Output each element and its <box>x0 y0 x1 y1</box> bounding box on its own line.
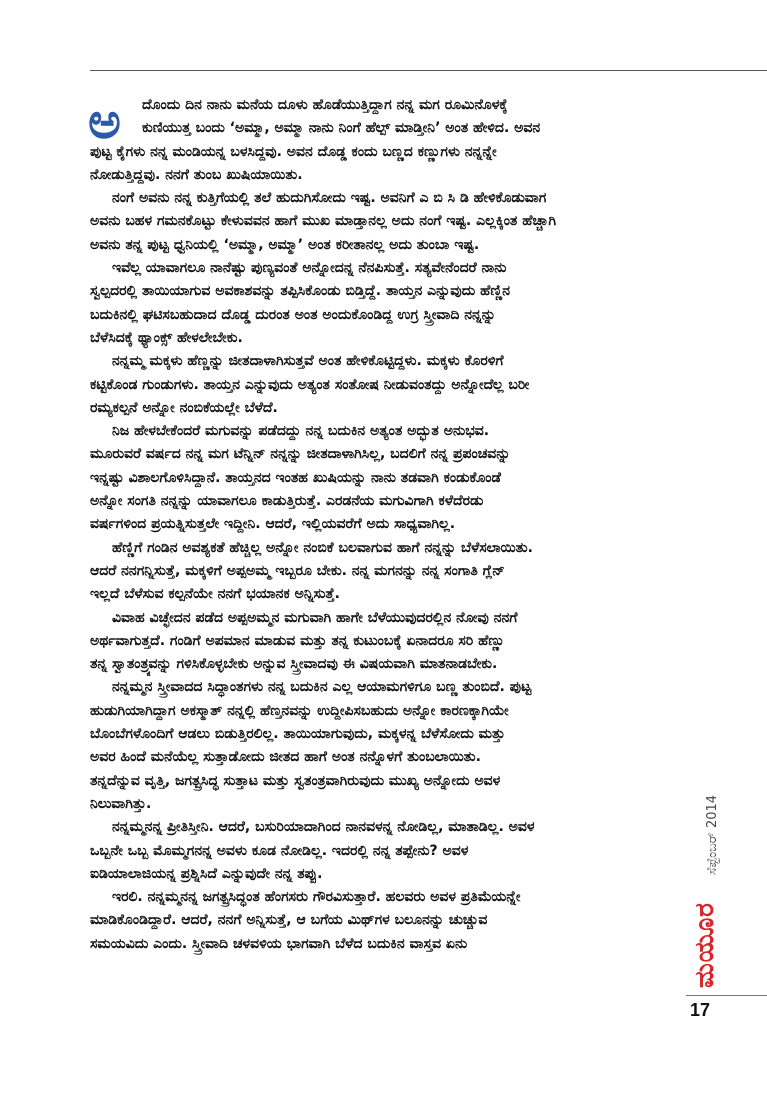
text-line: ದೊಂದು ದಿನ ನಾನು ಮನೆಯ ದೂಳು ಹೊಡೆಯುತ್ತಿದ್ದಾಗ ನನ್ನ ಮಗ ರೂಮಿನೊಳಕ್ಕೆ <box>142 97 508 113</box>
drop-cap: ಅ <box>88 92 121 150</box>
footer-rule <box>686 995 767 996</box>
text-line: ಇರಲಿ. ನನ್ನಮ್ಮನನ್ನ ಜಗತ್ಪ್ರಸಿದ್ಧಂತ ಹೆಂಗಸರು ಗೌರವಿಸುತ್ತಾರೆ. ಹಲವರು ಅವಳ ಪ್ರತಿಮೆಯನ್ನೇ <box>112 889 521 906</box>
text-line: ಮಾಡಿಕೊಂಡಿದ್ದಾರೆ. ಆದರೆ, ನನಗೆ ಅನ್ನಿಸುತ್ತೆ, ಆ ಬಗೆಯ ಮಿಥ್‌ಗಳ ಬಲೂನನ್ನು ಚುಚ್ಚುವ <box>90 912 488 929</box>
text-line: ತನ್ನದೆನ್ನುವ ವೃತ್ತಿ, ಜಗತ್ಪ್ರಸಿದ್ಧ ಸುತ್ತಾಟ ಮತ್ತು ಸ್ವತಂತ್ರವಾಗಿರುವುದು ಮುಖ್ಯ ಅನ್ನೋದು ಅವಳ <box>90 772 501 789</box>
article-body <box>90 94 672 956</box>
text-line: ಅರ್ಥವಾಗುತ್ತದೆ. ಗಂಡಿಗೆ ಅಪಮಾನ ಮಾಡುವ ಮತ್ತು ತನ್ನ ಕುಟುಂಬಕ್ಕೆ ಏನಾದರೂ ಸರಿ ಹೆಣ್ಣು <box>90 632 505 649</box>
text-line: ವಿವಾಹ ವಿಚ್ಛೇದನ ಪಡೆದ ಅಪ್ಪಅಮ್ಮನ ಮಗುವಾಗಿ ಹಾಗೇ ಬೆಳೆಯುವುದರಲ್ಲಿನ ನೋವು ನನಗೆ <box>112 609 518 626</box>
text-line: ಒಬ್ಬನೇ ಒಬ್ಬ ಮೊಮ್ಮಗನನ್ನ ಅವಳು ಕೂಡ ನೋಡಿಲ್ಲ. ಇದರಲ್ಲಿ ನನ್ನ ತಪ್ಪೇನು? ಅವಳ <box>90 842 469 859</box>
text-line: ಆದರೆ ನನಗನ್ನಿಸುತ್ತೆ, ಮಕ್ಕಳಿಗೆ ಅಪ್ಪಅಮ್ಮ ಇಬ್ಬರೂ ಬೇಕು. ನನ್ನ ಮಗನನ್ನು ನನ್ನ ಸಂಗಾತಿ ಗ್ಲೆನ್ <box>90 562 505 579</box>
text-line: ರಮ್ಯಕಲ್ಪನೆ ಅನ್ನೋ ನಂಬಿಕೆಯಲ್ಲೇ ಬೆಳೆದೆ. <box>90 399 278 416</box>
text-line: ಪುಟ್ಟ ಕೈಗಳು ನನ್ನ ಮಂಡಿಯನ್ನ ಬಳಸಿದ್ದವು. ಅವನ ದೊಡ್ಡ ಕಂದು ಬಣ್ಣದ ಕಣ್ಣುಗಳು ನನ್ನನ್ನೇ <box>90 143 497 160</box>
text-line: ವರ್ಷಗಳಿಂದ ಪ್ರಯತ್ನಿಸುತ್ತಲೇ ಇದ್ದೀನಿ. ಆದರೆ, ಇಲ್ಲಿಯವರೆಗೆ ಅದು ಸಾಧ್ಯವಾಗಿಲ್ಲ. <box>90 516 456 533</box>
text-line: ಕಟ್ಟಿಕೊಂಡ ಗುಂಡುಗಳು. ತಾಯ್ತನ ಎನ್ನುವುದು ಅತ್ಯಂತ ಸಂತೋಷ ನೀಡುವಂತದ್ದು ಅನ್ನೋದೆಲ್ಲ ಬರೀ <box>90 376 530 393</box>
text-line: ಐಡಿಯಾಲಾಜಿಯನ್ನ ಪ್ರಶ್ನಿಸಿದೆ ಎನ್ನುವುದೇ ನನ್ನ ತಪ್ಪು. <box>90 865 323 882</box>
text-line: ನಂಗೆ ಅವನು ನನ್ನ ಕುತ್ತಿಗೆಯಲ್ಲಿ ತಲೆ ಹುದುಗಿಸೋದು ಇಷ್ಟ. ಅವನಿಗೆ ಎ ಬಿ ಸಿ ಡಿ ಹೇಳಿಕೊಡುವಾಗ <box>112 190 547 207</box>
text-line: ನನ್ನಮ್ಮನನ್ನ ಪ್ರೀತಿಸ್ತೀನಿ. ಆದರೆ, ಬಸುರಿಯಾದಾಗಿಂದ ನಾನವಳನ್ನ ನೋಡಿಲ್ಲ, ಮಾತಾಡಿಲ್ಲ. ಅವಳ <box>112 819 535 836</box>
text-line: ಅವನು ಬಹಳ ಗಮನಕೊಟ್ಟು ಕೇಳುವವನ ಹಾಗೆ ಮುಖ ಮಾಡ್ತಾನಲ್ಲ ಅದು ನಂಗೆ ಇಷ್ಟ. ಎಲ್ಲಕ್ಕಿಂತ ಹೆಚ್ಚಾಗಿ <box>90 213 557 230</box>
text-line: ಅನ್ನೋ ಸಂಗತಿ ನನ್ನನ್ನು ಯಾವಾಗಲೂ ಕಾಡುತ್ತಿರುತ್ತೆ. ಎರಡನೆಯ ಮಗುವಿಗಾಗಿ ಕಳೆದೆರಡು <box>90 493 484 510</box>
text-line: ಅವರ ಹಿಂದೆ ಮನೆಯೆಲ್ಲ ಸುತ್ತಾಡೋದು ಜೀತದ ಹಾಗೆ ಅಂತ ನನ್ನೊಳಗೆ ತುಂಬಲಾಯಿತು. <box>90 749 481 766</box>
text-line: ನನ್ನಮ್ಮ ಮಕ್ಕಳು ಹೆಣ್ಣನ್ನು ಜೀತದಾಳಾಗಿಸುತ್ತವೆ ಅಂತ ಹೇಳಿಕೊಟ್ಟಿದ್ದಳು. ಮಕ್ಕಳು ಕೊರಳಿಗೆ <box>112 353 504 370</box>
text-line: ಹೆಣ್ಣಿಗೆ ಗಂಡಿನ ಅವಶ್ಯಕತೆ ಹೆಚ್ಚಿಲ್ಲ ಅನ್ನೋ ನಂಬಿಕೆ ಬಲವಾಗುವ ಹಾಗೆ ನನ್ನನ್ನು ಬೆಳೆಸಲಾಯಿತು. <box>112 539 533 556</box>
text-line: ಇವೆಲ್ಲ ಯಾವಾಗಲೂ ನಾನೆಷ್ಟು ಪುಣ್ಯವಂತೆ ಅನ್ನೋದನ್ನ ನೆನಪಿಸುತ್ತೆ. ಸತ್ಯವೇನೆಂದರೆ ನಾನು <box>112 260 507 277</box>
text-line: ಬೆಳೆಸಿದಕ್ಕೆ ಥ್ಯಾಂಕ್ಸ್ ಹೇಳಲೇಬೇಕು. <box>90 329 243 346</box>
text-line: ತನ್ನ ಸ್ವಾತಂತ್ರ್ಯವನ್ನು ಗಳಿಸಿಕೊಳ್ಳಬೇಕು ಅನ್ನುವ ಸ್ತ್ರೀವಾದವು ಈ ವಿಷಯವಾಗಿ ಮಾತನಾಡಬೇಕು. <box>90 656 498 673</box>
text-line: ಹುಡುಗಿಯಾಗಿದ್ದಾಗ ಅಕಸ್ಮಾತ್ ನನ್ನಲ್ಲಿ ಹೆಣ್ತನವನ್ನು ಉದ್ದೀಪಿಸಬಹುದು ಅನ್ನೋ ಕಾರಣಕ್ಕಾಗಿಯೇ <box>90 702 509 719</box>
top-rule <box>90 70 767 71</box>
text-line: ನೋಡುತ್ತಿದ್ದವು. ನನಗೆ ತುಂಬ ಖುಷಿಯಾಯಿತು. <box>90 166 303 183</box>
magazine-masthead: ಮಯೂರ <box>690 902 720 988</box>
text-line: ಕುಣಿಯುತ್ತ ಬಂದು ‘ಅಮ್ಮಾ, ಅಮ್ಮಾ ನಾನು ನಿಂಗೆ ಹೆಲ್ಪ್ ಮಾಡ್ತೀನಿ’ ಅಂತ ಹೇಳಿದ. ಅವನ <box>142 120 541 137</box>
text-line: ನಿಲುವಾಗಿತ್ತು. <box>90 795 152 812</box>
text-line: ನಿಜ ಹೇಳಬೇಕೆಂದರೆ ಮಗುವನ್ನು ಪಡೆದದ್ದು ನನ್ನ ಬದುಕಿನ ಅತ್ಯಂತ ಅದ್ಭುತ ಅನುಭವ. <box>112 423 490 440</box>
text-line: ಇನ್ನಷ್ಟು ವಿಶಾಲಗೊಳಿಸಿದ್ದಾನೆ. ತಾಯ್ತನದ ಇಂತಹ ಖುಷಿಯನ್ನು ನಾನು ತಡವಾಗಿ ಕಂಡುಕೊಂಡೆ <box>90 469 501 486</box>
text-line: ಸ್ವಲ್ಪದರಲ್ಲಿ ತಾಯಿಯಾಗುವ ಅವಕಾಶವನ್ನು ತಪ್ಪಿಸಿಕೊಂಡು ಬಿಡ್ತಿದ್ದೆ. ತಾಯ್ತನ ಎನ್ನುವುದು ಹೆಣ್ಣಿನ <box>90 283 510 300</box>
page-number: 17 <box>690 1000 711 1020</box>
issue-date: ಸೆಪ್ಟೆಂಬರ್ 2014 <box>705 794 720 875</box>
text-line: ಬದುಕಿನಲ್ಲಿ ಘಟಿಸಬಹುದಾದ ದೊಡ್ಡ ದುರಂತ ಅಂತ ಅಂದುಕೊಂಡಿದ್ದ ಉಗ್ರ ಸ್ತ್ರೀವಾದಿ ನನ್ನನ್ನು <box>90 306 496 323</box>
text-line: ಅವನು ತನ್ನ ಪುಟ್ಟ ಧ್ವನಿಯಲ್ಲಿ ‘ಅಮ್ಮಾ, ಅಮ್ಮಾ’ ಅಂತ ಕರೀತಾನಲ್ಲ ಅದು ತುಂಬಾ ಇಷ್ಟ. <box>90 236 480 253</box>
text-line: ಬೊಂಬೆಗಳೊಂದಿಗೆ ಆಡಲು ಬಿಡುತ್ತಿರಲಿಲ್ಲ. ತಾಯಿಯಾಗುವುದು, ಮಕ್ಕಳನ್ನ ಬೆಳೆಸೋದು ಮತ್ತು <box>90 726 506 743</box>
text-line: ಮೂರುವರೆ ವರ್ಷದ ನನ್ನ ಮಗ ಟೆನ್ನಿನ್ ನನ್ನನ್ನು ಜೀತದಾಳಾಗಿಸಿಲ್ಲ, ಬದಲಿಗೆ ನನ್ನ ಪ್ರಪಂಚವನ್ನು <box>90 446 511 463</box>
text-line: ಸಮಯವಿದು ಎಂದು. ಸ್ತ್ರೀವಾದಿ ಚಳವಳಿಯ ಭಾಗವಾಗಿ ಬೆಳೆದ ಬದುಕಿನ ವಾಸ್ತವ ಏನು <box>90 935 468 952</box>
text-line: ನನ್ನಮ್ಮನ ಸ್ತ್ರೀವಾದದ ಸಿದ್ಧಾಂತಗಳು ನನ್ನ ಬದುಕಿನ ಎಲ್ಲ ಆಯಾಮಗಳಿಗೂ ಬಣ್ಣ ತುಂಬಿದೆ. ಪುಟ್ಟ <box>112 679 532 696</box>
text-line: ಇಲ್ಲದೆ ಬೆಳೆಸುವ ಕಲ್ಪನೆಯೇ ನನಗೆ ಭಯಾನಕ ಅನ್ನಿಸುತ್ತೆ. <box>90 586 340 603</box>
